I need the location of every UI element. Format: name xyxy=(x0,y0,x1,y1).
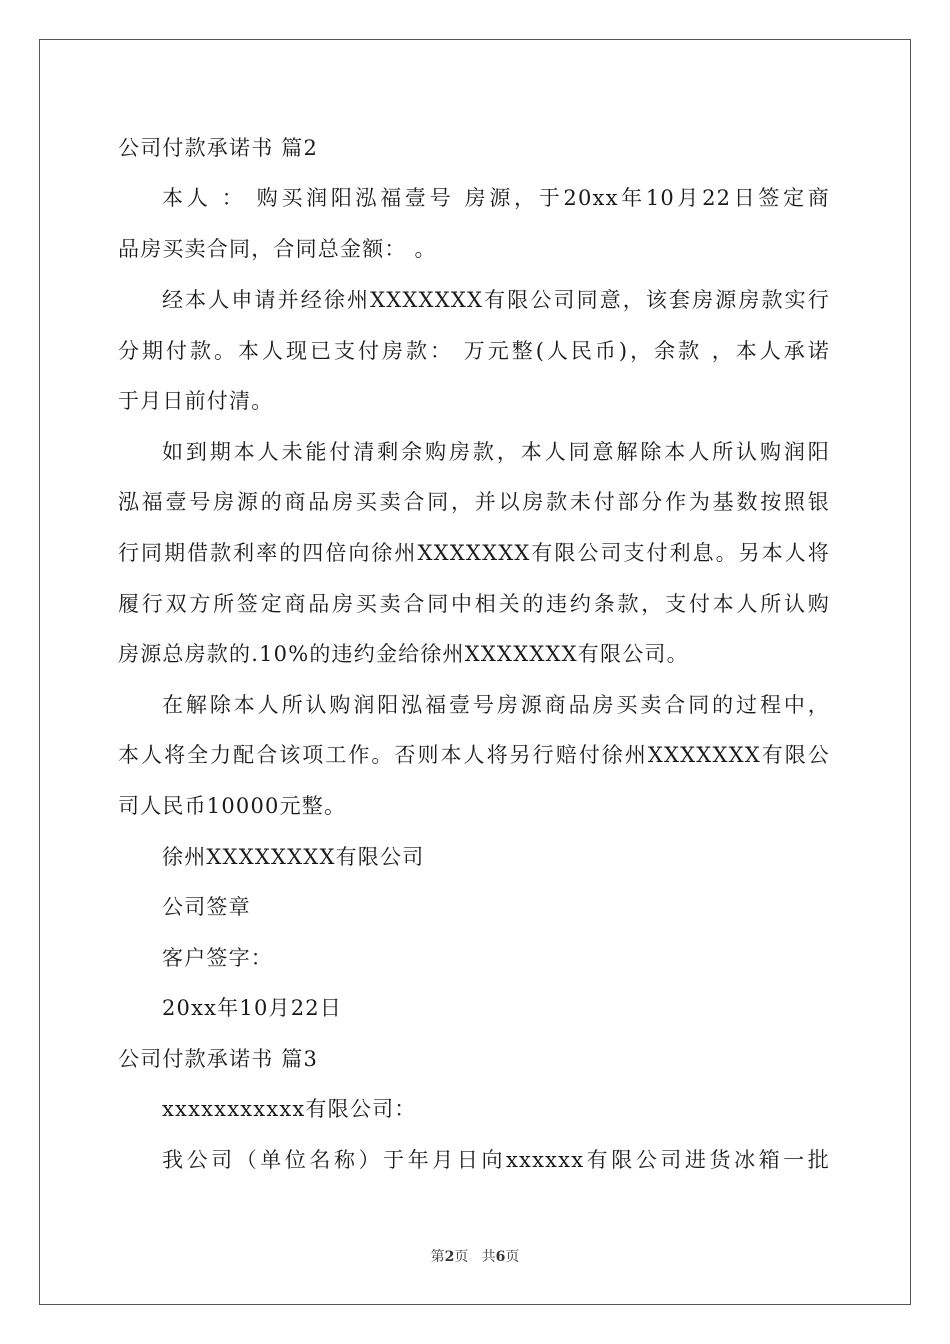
paragraph-line: 本人将全力配合该项工作。否则本人将另行赔付徐州XXXXXXX有限公 xyxy=(118,743,830,767)
page-footer xyxy=(0,1248,950,1266)
total-pages: 6 xyxy=(495,1249,506,1265)
paragraph-line: 本人 ： 购买润阳泓福壹号 房源，于20xx年10月22日签定商 xyxy=(162,186,830,210)
section-heading-3: 公司付款承诺书 篇3 xyxy=(118,1047,319,1071)
date-line: 20xx年10月22日 xyxy=(162,996,343,1020)
paragraph-line: 分期付款。本人现已支付房款： 万元整(人民币)，余款 ，本人承诺 xyxy=(118,339,830,363)
customer-signature-label: 客户签字： xyxy=(162,946,273,970)
paragraph-line: 经本人申请并经徐州XXXXXXX有限公司同意，该套房源房款实行 xyxy=(162,288,830,312)
addressee-line: xxxxxxxxxxx有限公司： xyxy=(162,1097,417,1121)
paragraph-line: 品房买卖合同，合同总金额： 。 xyxy=(118,237,437,261)
paragraph-line: 行同期借款利率的四倍向徐州XXXXXXX有限公司支付利息。另本人将 xyxy=(118,541,830,565)
paragraph-line: 我公司（单位名称）于年月日向xxxxxx有限公司进货冰箱一批 xyxy=(162,1148,830,1172)
paragraph-line: 于月日前付清。 xyxy=(118,389,274,413)
paragraph-line: 履行双方所签定商品房买卖合同中相关的违约条款，支付本人所认购 xyxy=(118,592,830,616)
page-prefix: 第 xyxy=(430,1249,445,1265)
total-suffix: 页 xyxy=(505,1249,520,1265)
paragraph-line: 房源总房款的.10%的违约金给徐州XXXXXXX有限公司。 xyxy=(118,642,689,666)
paragraph-line: 如到期本人未能付清剩余购房款，本人同意解除本人所认购润阳 xyxy=(162,440,830,464)
page-suffix: 页 xyxy=(454,1249,469,1265)
paragraph-line: 泓福壹号房源的商品房买卖合同，并以房款未付部分作为基数按照银 xyxy=(118,490,830,514)
paragraph-line: 在解除本人所认购润阳泓福壹号房源商品房买卖合同的过程中， xyxy=(162,693,830,717)
company-seal-label: 公司签章 xyxy=(162,895,251,919)
page-number: 2 xyxy=(444,1249,455,1265)
company-name: 徐州XXXXXXXX有限公司 xyxy=(162,845,425,869)
paragraph-line: 司人民币10000元整。 xyxy=(118,794,347,818)
section-heading-2: 公司付款承诺书 篇2 xyxy=(118,136,319,160)
total-prefix: 共 xyxy=(481,1249,496,1265)
